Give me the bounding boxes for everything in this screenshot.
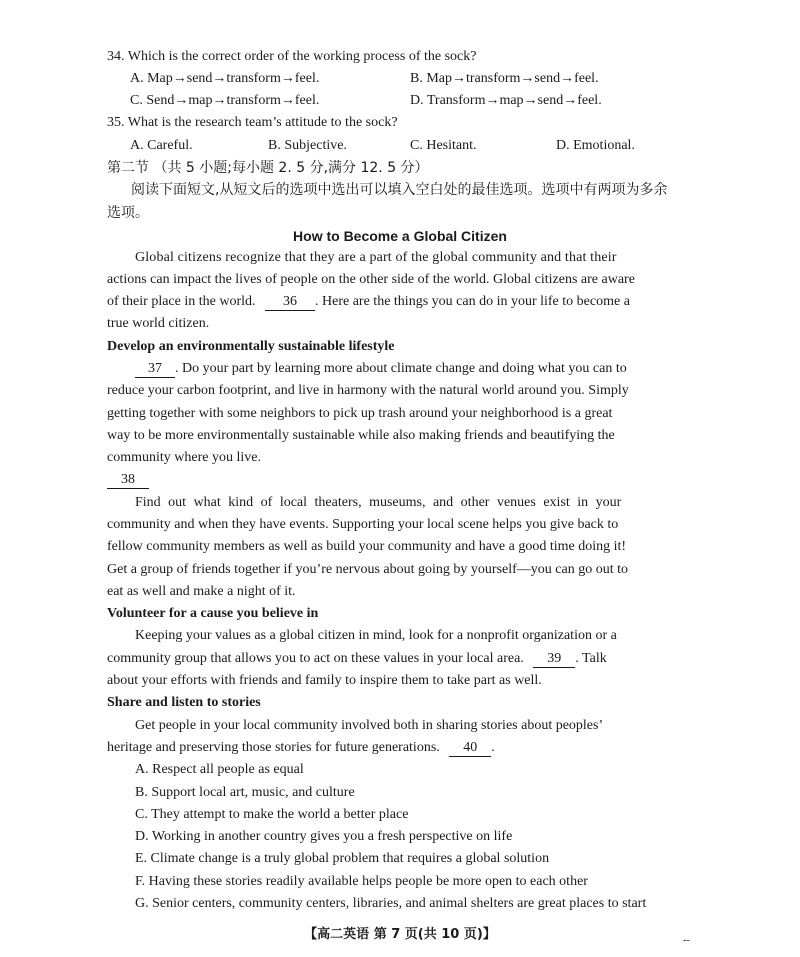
page-footer: 【高二英语 第 7 页(共 10 页)】 — [304, 927, 496, 942]
paragraph-3-line-4: Get a group of friends together if you’re nervous about going by yourself—you can go out to — [107, 562, 628, 577]
option-d: D. Working in another country gives you a fresh perspective on life — [135, 829, 513, 844]
paragraph-1-line-1: Global citizens recognize that they are a part of the global community and that their — [135, 250, 617, 265]
blank-39: 39 — [533, 651, 575, 668]
paragraph-4-line-2-start: community group that allows you to act on these values in your local area. — [107, 651, 524, 666]
heading-volunteer: Volunteer for a cause you believe in — [107, 606, 319, 621]
question-35-stem: 35. What is the research team’s attitude to the sock? — [107, 115, 398, 130]
paragraph-5-line-1: Get people in your local community involved both in sharing stories about peoples’ — [135, 718, 604, 733]
passage-title: How to Become a Global Citizen — [293, 228, 507, 244]
question-35-option-a: A. Careful. — [130, 138, 193, 153]
section-instruction-line-2: 选项。 — [107, 205, 149, 221]
paragraph-4-line-1: Keeping your values as a global citizen in mind, look for a nonprofit organization or a — [135, 628, 617, 643]
blank-36: 36 — [265, 294, 315, 311]
question-35-option-b: B. Subjective. — [268, 138, 347, 153]
option-e: E. Climate change is a truly global problem that requires a global solution — [135, 851, 550, 866]
paragraph-1-line-3-end: . Here are the things you can do in your life to become a — [315, 294, 630, 309]
paragraph-4-line-2-end: . Talk — [575, 651, 607, 666]
paragraph-2-line-4: way to be more environmentally sustainable while also making friends and beautifying the — [107, 428, 615, 443]
question-35-option-c: C. Hesitant. — [410, 138, 477, 153]
paragraph-5-line-2-start: heritage and preserving those stories for future generations. — [107, 740, 440, 755]
option-g: G. Senior centers, community centers, libraries, and animal shelters are great places to start — [135, 896, 647, 911]
paragraph-4-line-2 — [107, 650, 607, 668]
question-34-option-d: D. Transform→map→send→feel. — [410, 93, 602, 108]
paragraph-5-line-2-end: . — [491, 740, 495, 755]
paragraph-1-line-2: actions can impact the lives of people on the other side of the world. Global citizens are aware — [107, 272, 635, 287]
paragraph-1-line-4: true world citizen. — [107, 316, 210, 331]
paragraph-2-line-1 — [135, 360, 627, 378]
paragraph-3-line-5: eat as well and make a night of it. — [107, 584, 296, 599]
option-c: C. They attempt to make the world a better place — [135, 807, 409, 822]
option-b: B. Support local art, music, and culture — [135, 785, 355, 800]
blank-38-line — [107, 471, 149, 489]
section-heading: 第二节 （共 5 小题;每小题 2. 5 分,满分 12. 5 分） — [107, 160, 429, 176]
blank-37: 37 — [135, 361, 175, 378]
paragraph-1-line-3 — [107, 293, 630, 311]
question-34-option-a: A. Map→send→transform→feel. — [130, 71, 320, 86]
paragraph-3-line-1: Find out what kind of local theaters, museums, and other venues exist in your — [135, 495, 622, 510]
paragraph-4-line-3: about your efforts with friends and family to inspire them to take part as well. — [107, 673, 542, 688]
question-34-stem: 34. Which is the correct order of the working process of the sock? — [107, 49, 477, 64]
question-34-option-b: B. Map→transform→send→feel. — [410, 71, 599, 86]
paragraph-3-line-2: community and when they have events. Supporting your local scene helps you give back to — [107, 517, 619, 532]
section-instruction-line-1: 阅读下面短文,从短文后的选项中选出可以填入空白处的最佳选项。选项中有两项为多余 — [131, 182, 668, 198]
blank-38: 38 — [107, 472, 149, 489]
paragraph-2-line-1-text: . Do your part by learning more about climate change and doing what you can to — [175, 361, 627, 376]
paragraph-2-line-2: reduce your carbon footprint, and live in harmony with the natural world around you. Simply — [107, 383, 629, 398]
heading-sustainable-lifestyle: Develop an environmentally sustainable lifestyle — [107, 339, 395, 354]
option-f: F. Having these stories readily available helps people be more open to each other — [135, 874, 588, 889]
paragraph-2-line-3: getting together with some neighbors to pick up trash around your neighborhood is a great — [107, 406, 613, 421]
heading-share-stories: Share and listen to stories — [107, 695, 261, 710]
blank-40: 40 — [449, 740, 491, 757]
paragraph-3-line-3: fellow community members as well as build your community and have a good time doing it! — [107, 539, 627, 554]
question-35-option-d: D. Emotional. — [556, 138, 635, 153]
paragraph-5-line-2 — [107, 739, 495, 757]
corner-mark: -- — [683, 935, 690, 946]
paragraph-2-line-5: community where you live. — [107, 450, 261, 465]
option-a: A. Respect all people as equal — [135, 762, 304, 777]
question-34-option-c: C. Send→map→transform→feel. — [130, 93, 320, 108]
paragraph-1-line-3-start: of their place in the world. — [107, 294, 256, 309]
